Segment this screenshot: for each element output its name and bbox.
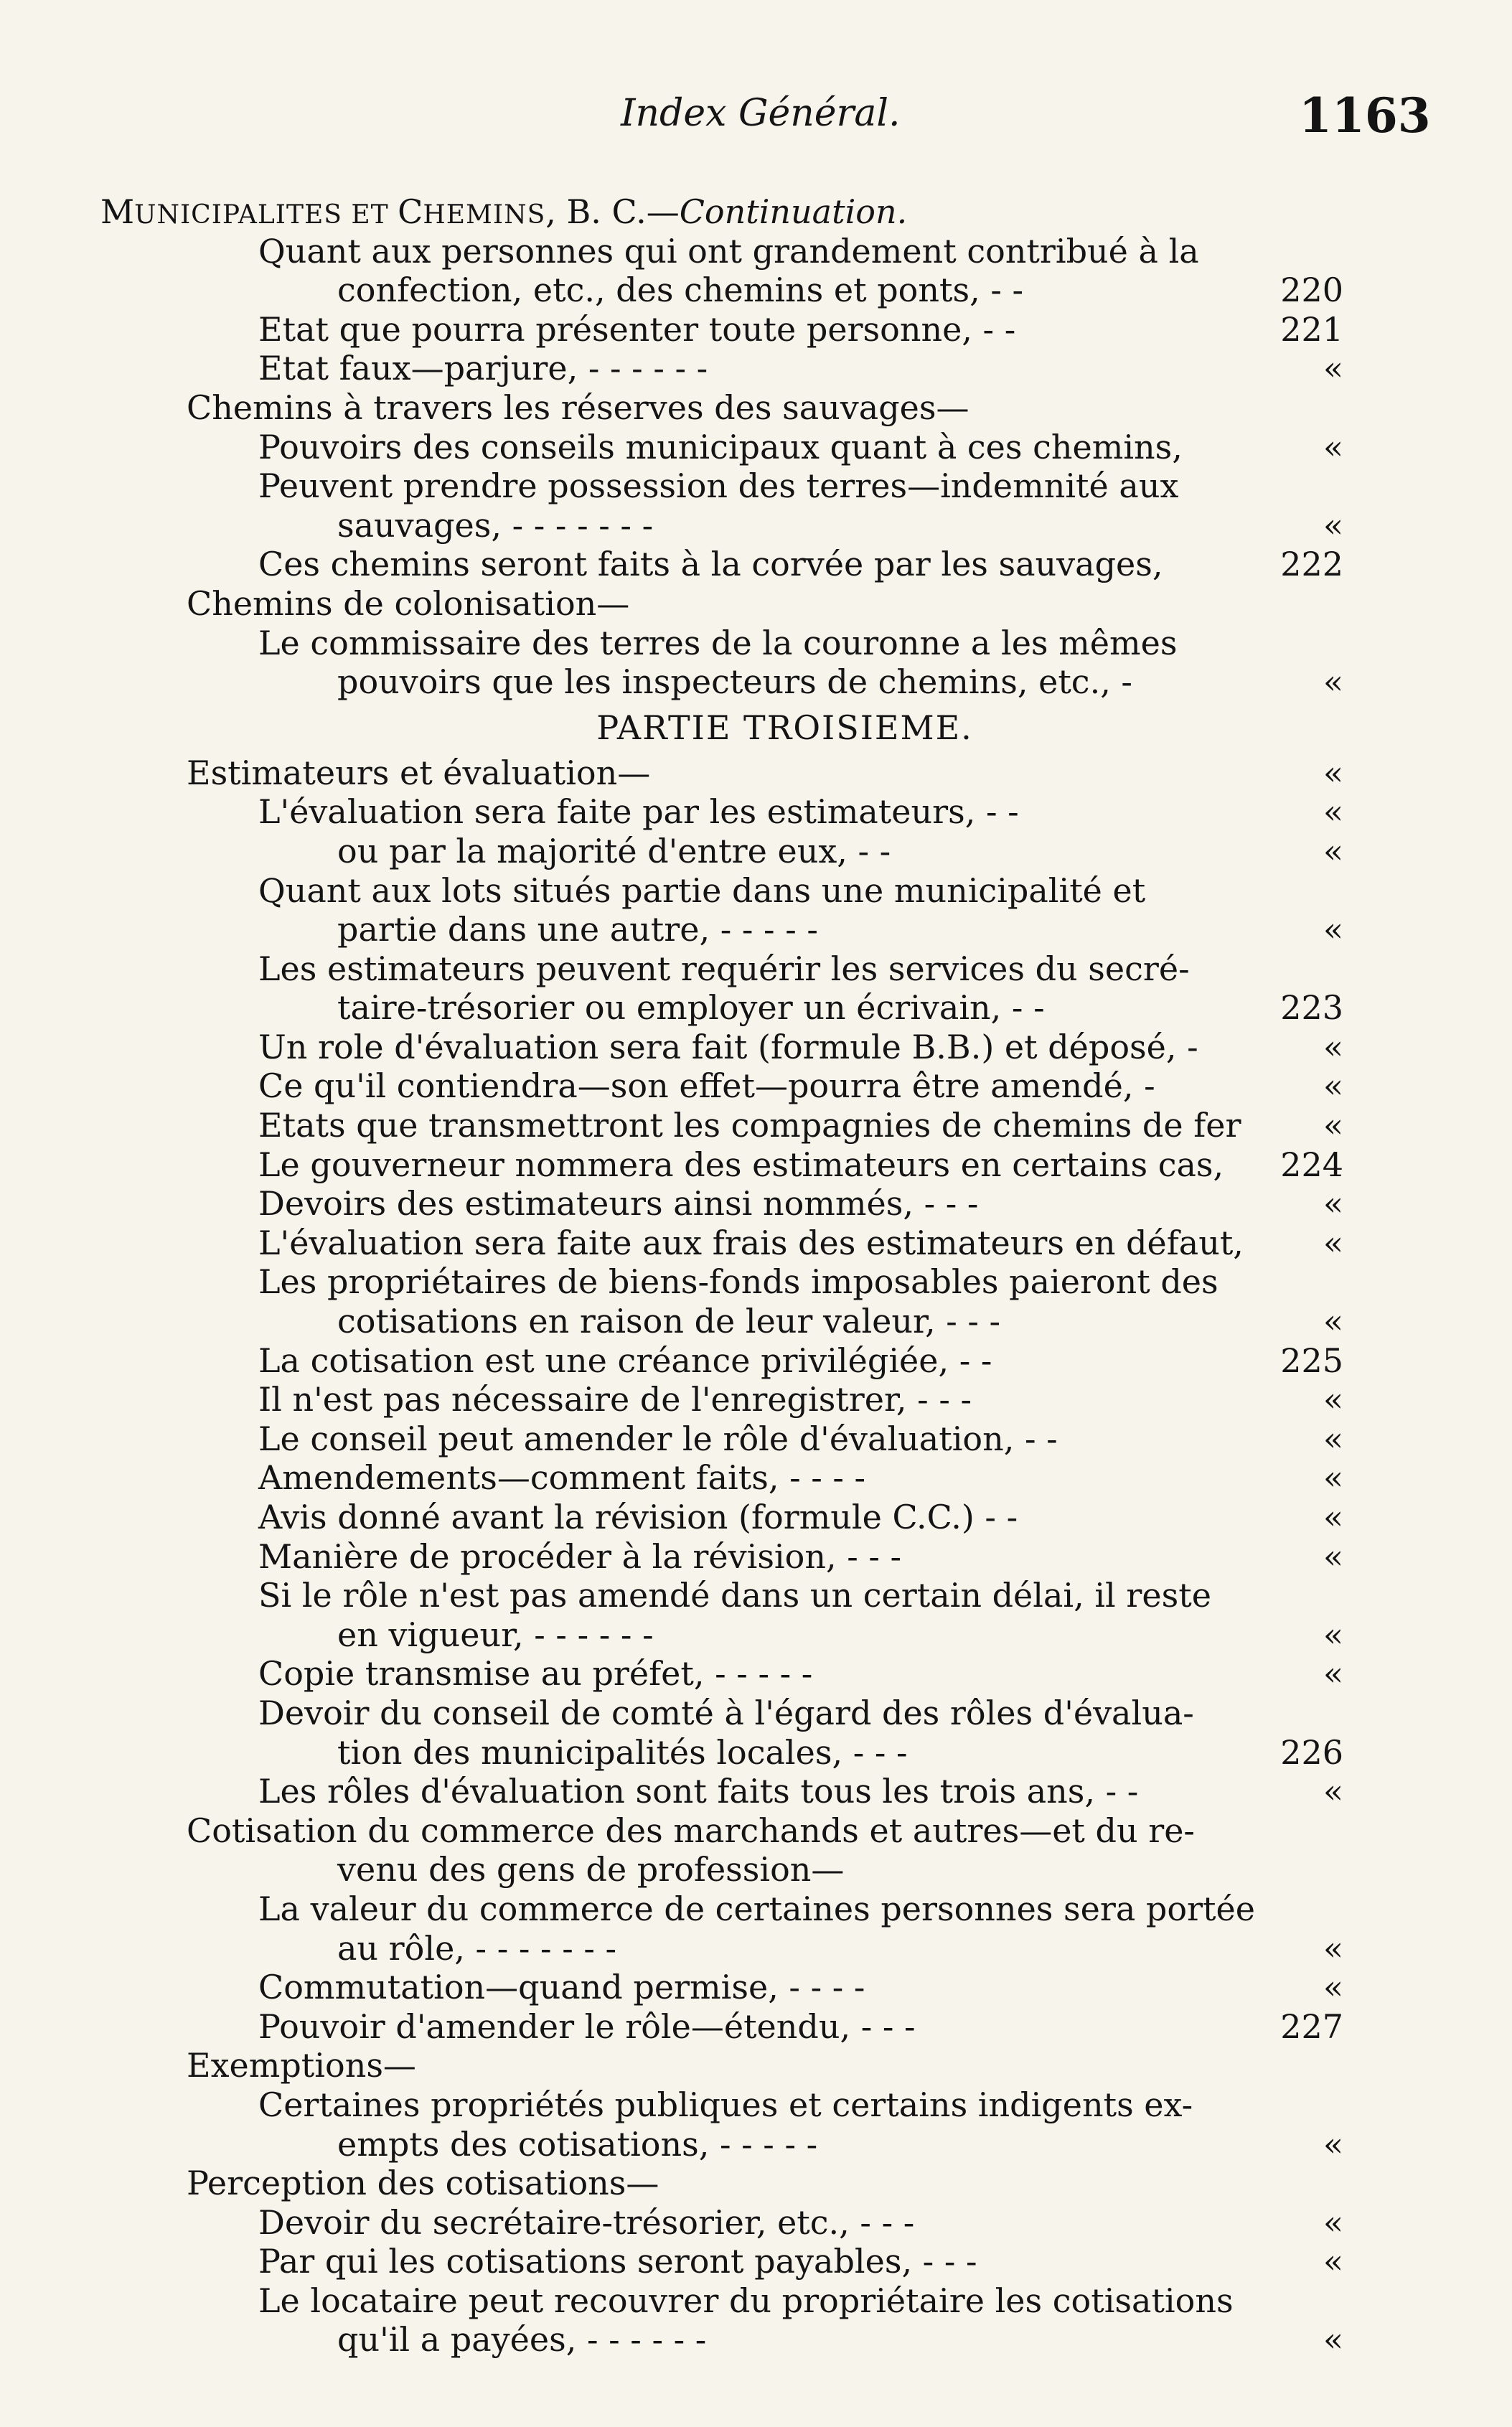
index-entry-page-ref: « — [1323, 505, 1343, 545]
index-entry-text: Estimateurs et évaluation— — [187, 753, 651, 792]
index-entry-text: Perception des cotisations— — [187, 2164, 659, 2203]
index-entry — [0, 624, 1512, 663]
index-entry-page-ref: 223 — [1280, 988, 1343, 1028]
index-entry-text: L'évaluation sera faite par les estimateurs, - - — [258, 792, 1019, 832]
index-entry — [0, 2164, 1512, 2203]
section-title: PARTIE TROISIEME. — [596, 708, 973, 747]
index-entry-text: Par qui les cotisations seront payables, - - - — [258, 2242, 977, 2281]
index-entry-page-ref: « — [1323, 2320, 1343, 2360]
index-entry — [0, 1066, 1512, 1106]
index-entry-text: en vigueur, - - - - - - — [337, 1615, 654, 1654]
index-entry-text: Copie transmise au préfet, - - - - - — [258, 1654, 813, 1694]
index-entry — [0, 428, 1512, 467]
heading-smallcaps-1: UNICIPALITES ET — [134, 200, 398, 230]
heading-initial-2: C — [398, 192, 423, 231]
index-entry-text: Devoirs des estimateurs ainsi nommés, - - - — [258, 1184, 979, 1224]
index-entry — [0, 271, 1512, 310]
index-entry-text: Le conseil peut amender le rôle d'évaluation, - - — [258, 1419, 1058, 1458]
index-entry — [0, 1262, 1512, 1302]
index-entry-text: partie dans une autre, - - - - - — [337, 910, 818, 949]
index-entry-text: Etat que pourra présenter toute personne, - - — [258, 309, 1016, 349]
heading-continuation: Continuation. — [679, 192, 908, 231]
index-entry-page-ref: « — [1323, 1498, 1343, 1536]
index-entry — [0, 871, 1512, 911]
index-entry — [0, 1028, 1512, 1067]
index-entry-text: Exemptions— — [187, 2046, 416, 2085]
index-entry-text: Quant aux personnes qui ont grandement contribué à la — [258, 231, 1199, 271]
index-entry — [0, 1341, 1512, 1381]
index-entry — [0, 2007, 1512, 2047]
running-header — [0, 88, 1512, 149]
index-entry-page-ref: « — [1323, 2202, 1343, 2242]
index-entry — [0, 1694, 1512, 1733]
index-entry — [0, 466, 1512, 506]
index-entry-text: Chemins à travers les réserves des sauvages— — [187, 388, 969, 427]
index-entry — [0, 1302, 1512, 1341]
index-entry-text: Chemins de colonisation— — [187, 583, 630, 623]
index-entry-page-ref: 220 — [1280, 271, 1343, 310]
index-entry-page-ref: « — [1323, 1223, 1343, 1262]
index-entry-text: pouvoirs que les inspecteurs de chemins, etc., - — [337, 662, 1132, 702]
index-entry-page-ref: 224 — [1280, 1145, 1343, 1184]
index-entry-page-ref: « — [1323, 1928, 1343, 1968]
index-entry-page-ref: « — [1323, 662, 1343, 702]
index-entry — [0, 910, 1512, 949]
index-entry — [0, 1576, 1512, 1615]
index-entry — [0, 2320, 1512, 2360]
index-entry-page-ref: « — [1323, 1184, 1343, 1224]
index-entry-text: Les estimateurs peuvent requérir les services du secré- — [258, 949, 1190, 988]
index-entry — [0, 2281, 1512, 2321]
index-entry — [0, 832, 1512, 871]
index-entry-text: Si le rôle n'est pas amendé dans un certain délai, il reste — [258, 1576, 1211, 1615]
index-entry-page-ref: 222 — [1280, 545, 1343, 584]
index-entry-text: La cotisation est une créance privilégiée, - - — [258, 1341, 992, 1380]
index-entry-page-ref: « — [1323, 1027, 1343, 1066]
index-entry-page-ref: 226 — [1280, 1732, 1343, 1772]
index-entry — [0, 1890, 1512, 1929]
index-entry-text: Il n'est pas nécessaire de l'enregistrer, - - - — [258, 1380, 972, 1419]
index-entry-text: Peuvent prendre possession des terres—indemnité aux — [258, 466, 1179, 506]
heading-initial-1: M — [100, 192, 135, 231]
index-entry-text: au rôle, - - - - - - - — [337, 1928, 617, 1968]
index-entry-page-ref: « — [1323, 1106, 1343, 1145]
index-entry-page-ref: « — [1323, 1302, 1343, 1341]
index-entry — [0, 662, 1512, 702]
index-entry-page-ref: « — [1323, 427, 1343, 466]
index-heading — [0, 192, 1512, 232]
index-entry-text: Pouvoir d'amender le rôle—étendu, - - - — [258, 2006, 916, 2046]
index-entry-page-ref: « — [1323, 1380, 1343, 1419]
index-entry-text: venu des gens de profession— — [337, 1850, 845, 1890]
index-entry-page-ref: « — [1323, 1654, 1343, 1694]
index-entry-page-ref: « — [1323, 1066, 1343, 1106]
index-entry — [0, 949, 1512, 989]
index-entry — [0, 2203, 1512, 2243]
index-entry — [0, 1184, 1512, 1224]
index-entry — [0, 2085, 1512, 2125]
index-entry-page-ref: 227 — [1280, 2006, 1343, 2046]
index-entry-text: La valeur du commerce de certaines personnes sera portée — [258, 1889, 1255, 1928]
index-entry-text: confection, etc., des chemins et ponts, - - — [337, 271, 1024, 310]
index-entry — [0, 1537, 1512, 1577]
index-entry — [0, 1458, 1512, 1498]
index-entry — [0, 792, 1512, 832]
index-entry-text: Etat faux—parjure, - - - - - - — [258, 349, 708, 388]
index-entry-text: Devoir du secrétaire-trésorier, etc., - - - — [258, 2202, 915, 2242]
entries-after — [0, 754, 1512, 2360]
index-entry-text: Amendements—comment faits, - - - - — [258, 1458, 866, 1498]
index-entry — [0, 1733, 1512, 1773]
index-entry — [0, 1811, 1512, 1851]
index-entry-text: Avis donné avant la révision (formule C.C.) - - — [258, 1498, 1018, 1536]
index-entry-text: Pouvoirs des conseils municipaux quant à ces chemins, — [258, 427, 1183, 466]
index-entry — [0, 1968, 1512, 2007]
index-entry — [0, 1498, 1512, 1537]
index-entry — [0, 349, 1512, 388]
index-entry-text: empts des cotisations, - - - - - — [337, 2124, 818, 2164]
index-entry — [0, 1654, 1512, 1694]
index-entry-page-ref: « — [1323, 1968, 1343, 2007]
index-entry-text: Cotisation du commerce des marchands et autres—et du re- — [187, 1811, 1195, 1850]
index-entry-text: Ce qu'il contiendra—son effet—pourra être amendé, - — [258, 1066, 1155, 1106]
index-entry — [0, 2125, 1512, 2164]
index-entry-text: cotisations en raison de leur valeur, - - - — [337, 1302, 1001, 1341]
index-entry-text: Etats que transmettront les compagnies de chemins de fer — [258, 1106, 1241, 1145]
index-entry-page-ref: « — [1323, 831, 1343, 870]
index-entry-page-ref: « — [1323, 753, 1343, 792]
index-entry — [0, 2242, 1512, 2281]
index-entry — [0, 1772, 1512, 1811]
index-entry — [0, 2046, 1512, 2085]
index-entry-page-ref: « — [1323, 792, 1343, 832]
index-entry — [0, 1224, 1512, 1263]
index-entry-text: ou par la majorité d'entre eux, - - — [337, 831, 891, 870]
index-entry-text: Le gouverneur nommera des estimateurs en certains cas, — [258, 1145, 1224, 1184]
index-entry — [0, 1145, 1512, 1185]
index-entry-text: sauvages, - - - - - - - — [337, 505, 654, 545]
index-entry-page-ref: 221 — [1280, 309, 1343, 349]
index-entry-page-ref: « — [1323, 1536, 1343, 1576]
index-entry-page-ref: « — [1323, 910, 1343, 949]
index-body — [0, 192, 1512, 2360]
index-entry-page-ref: « — [1323, 1615, 1343, 1654]
index-entry-page-ref: « — [1323, 2124, 1343, 2164]
index-entry-text: Commutation—quand permise, - - - - — [258, 1968, 865, 2007]
index-entry — [0, 1106, 1512, 1145]
heading-rest: , B. C.— — [545, 192, 680, 231]
index-entry-text: Les propriétaires de biens-fonds imposables paieront des — [258, 1262, 1218, 1302]
index-entry-text: Un role d'évaluation sera fait (formule B.B.) et déposé, - — [258, 1027, 1198, 1066]
index-entry-page-ref: « — [1323, 1772, 1343, 1811]
heading-smallcaps-2: HEMINS — [423, 200, 546, 230]
index-entry — [0, 545, 1512, 584]
index-entry — [0, 1929, 1512, 1968]
index-entry-text: Devoir du conseil de comté à l'égard des rôles d'évalua- — [258, 1693, 1194, 1732]
page-number: 1163 — [1299, 88, 1431, 144]
index-entry — [0, 1850, 1512, 1890]
index-entry-text: Le locataire peut recouvrer du propriétaire les cotisations — [258, 2281, 1234, 2320]
index-entry-page-ref: « — [1323, 349, 1343, 388]
index-entry — [0, 232, 1512, 271]
index-entry — [0, 1615, 1512, 1655]
header-title: Index Général. — [621, 92, 901, 135]
index-entry-text: Quant aux lots situés partie dans une municipalité et — [258, 870, 1146, 910]
index-entry — [0, 506, 1512, 545]
index-entry-text: Le commissaire des terres de la couronne a les mêmes — [258, 623, 1178, 662]
index-entry — [0, 584, 1512, 624]
index-entry-text: Manière de procéder à la révision, - - - — [258, 1536, 902, 1576]
index-entry — [0, 754, 1512, 793]
index-entry-text: L'évaluation sera faite aux frais des estimateurs en défaut, — [258, 1223, 1244, 1262]
index-entry-page-ref: « — [1323, 1458, 1343, 1498]
entries-before — [0, 232, 1512, 702]
index-entry-text: tion des municipalités locales, - - - — [337, 1732, 908, 1772]
index-entry-page-ref: « — [1323, 1419, 1343, 1458]
index-entry — [0, 388, 1512, 428]
index-entry-text: Certaines propriétés publiques et certains indigents ex- — [258, 2085, 1193, 2124]
index-entry-page-ref: 225 — [1280, 1341, 1343, 1380]
index-entry — [0, 310, 1512, 349]
index-entry — [0, 988, 1512, 1028]
index-entry — [0, 1419, 1512, 1459]
index-entry-page-ref: « — [1323, 2242, 1343, 2281]
index-entry-text: Ces chemins seront faits à la corvée par les sauvages, — [258, 545, 1163, 584]
index-entry-text: Les rôles d'évaluation sont faits tous les trois ans, - - — [258, 1772, 1139, 1811]
index-entry-text: qu'il a payées, - - - - - - — [337, 2320, 707, 2360]
index-entry-text: taire-trésorier ou employer un écrivain, - - — [337, 988, 1045, 1028]
index-entry — [0, 1380, 1512, 1419]
